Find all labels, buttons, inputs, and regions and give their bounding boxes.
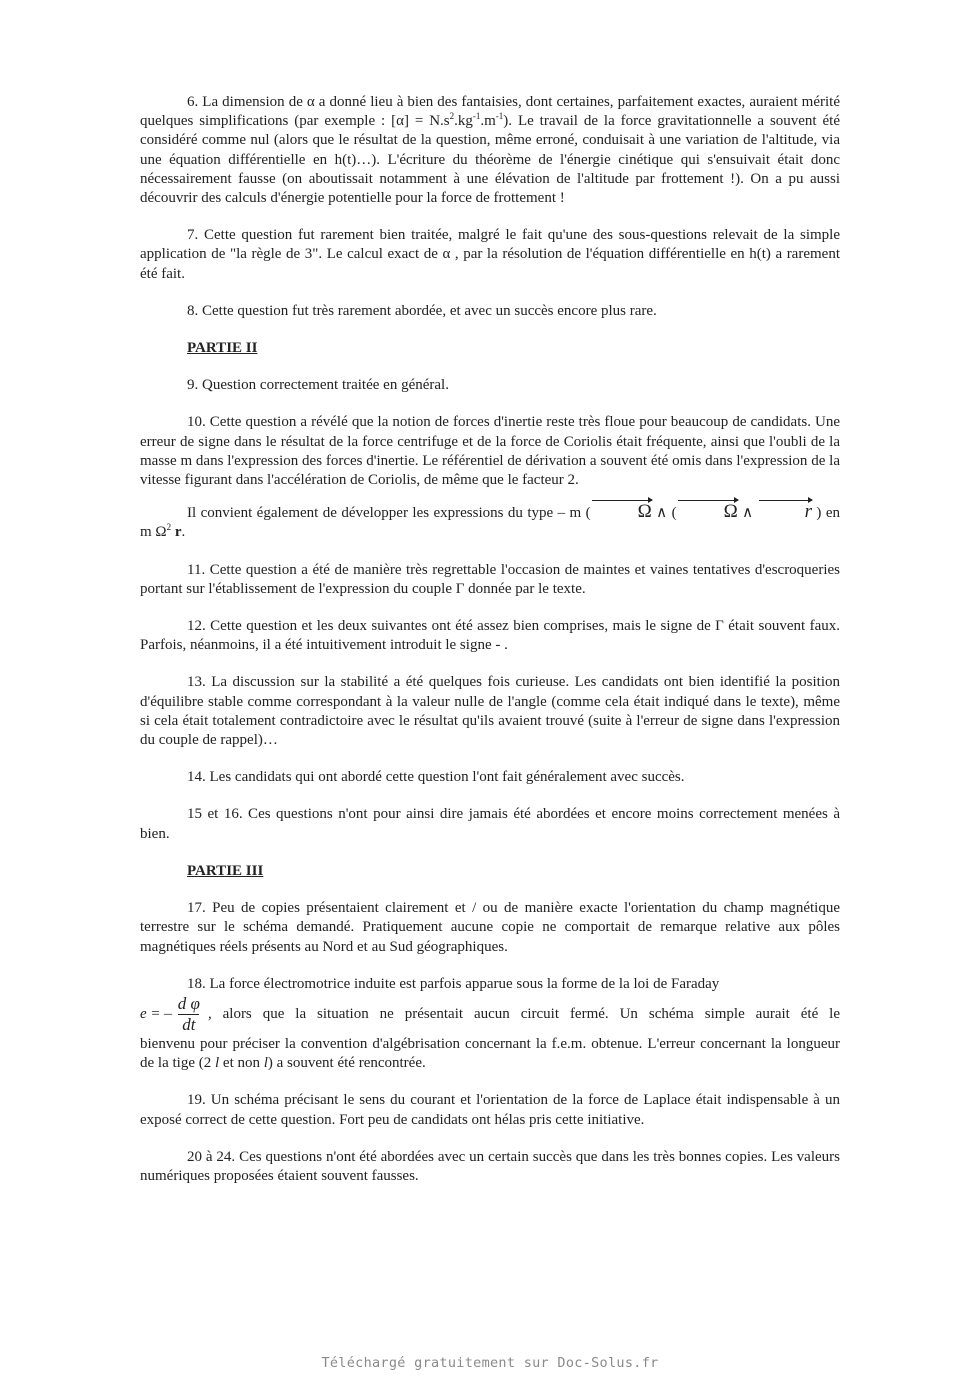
paragraph-19: 19. Un schéma précisant le sens du courant et l'orientation de la force de Laplace était indispensable à un exposé correct de cette question. Fort peu de candidats ont hélas pris cette initiative. xyxy=(140,1092,840,1128)
p18-cont-3: ) a souvent été rencontrée. xyxy=(267,1055,426,1072)
wedge-2: ∧ xyxy=(737,505,758,522)
p18-intro: 18. La force électromotrice induite est parfois apparue sous la forme de la loi de Faraday xyxy=(187,975,720,992)
heading-partie-2: PARTIE II xyxy=(187,340,258,357)
paragraph-18 xyxy=(140,975,840,1074)
paragraph-10-formula xyxy=(140,496,840,542)
paragraph-6 xyxy=(140,93,840,208)
p10b-sup: 2 xyxy=(166,522,172,533)
faraday-formula-line xyxy=(140,994,840,1035)
p6-text-1: 6. La dimension de α a donné lieu à bien des fantaisies, dont certaines, parfaitement exactes, auraient mérité quelques simplifications (par exemple : [α] = N.s xyxy=(140,94,840,130)
p18-cont-1: bienvenu pour préciser la convention d'algébrisation concernant la f.e.m. obtenue. L'erreur concernant la longueur de la tige (2 xyxy=(140,1035,840,1072)
paragraph-15-16: 15 et 16. Ces questions n'ont pour ainsi dire jamais été abordées et encore moins correctement menées à bien. xyxy=(140,806,840,842)
omega-vector-1: Ω xyxy=(591,496,652,521)
p18-continuation xyxy=(140,1035,840,1073)
p6-text-2: .kg xyxy=(454,113,473,130)
p18-after-formula: , alors que la situation ne présentait aucun circuit fermé. Un schéma simple aurait été le xyxy=(207,1005,840,1022)
footer-download-notice: Téléchargé gratuitement sur Doc-Solus.fr xyxy=(321,1355,659,1371)
paragraph-7: 7. Cette question fut rarement bien traitée, malgré le fait qu'une des sous-questions relevait de la simple application de "la règle de 3". Le calcul exact de α , par la résolution de l'équation différentielle en h(t) a rarement été fait. xyxy=(140,227,840,282)
p10b-text-before: Il convient également de développer les expressions du type – m ( xyxy=(187,505,591,522)
r-vector: r xyxy=(758,496,812,521)
paragraph-14: 14. Les candidats qui ont abordé cette question l'ont fait généralement avec succès. xyxy=(187,769,685,786)
paragraph-8: 8. Cette question fut très rarement abordée, et avec un succès encore plus rare. xyxy=(187,302,657,319)
wedge-1: ∧ ( xyxy=(651,505,677,522)
paragraph-20-24: 20 à 24. Ces questions n'ont été abordées avec un certain succès que dans les très bonnes copies. Les valeurs numériques proposées étaient souvent fausses. xyxy=(140,1148,840,1184)
p10b-bold-r: r xyxy=(171,524,182,541)
paragraph-12: 12. Cette question et les deux suivantes ont été assez bien comprises, mais le signe de Γ était souvent faux. Parfois, néanmoins, il a été intuitivement introduit le signe - . xyxy=(140,618,840,654)
paragraph-9: 9. Question correctement traitée en général. xyxy=(187,377,449,394)
p6-sup-3: -1 xyxy=(495,111,504,122)
p18-cont-2: et non xyxy=(219,1055,264,1072)
p6-sup-1: 2 xyxy=(449,111,455,122)
p18-l-2: l xyxy=(263,1055,268,1072)
paragraph-11: 11. Cette question a été de manière très regrettable l'occasion de maintes et vaines tentatives d'escroqueries portant sur l'établissement de l'expression du couple Γ donnée par le texte. xyxy=(140,561,840,597)
faraday-fraction xyxy=(174,994,204,1035)
p6-text-4: ). Le travail de la force gravitationnelle a souvent été considéré comme nul (alors que le résultat de la question, même erroné, conduisait à une variation de l'altitude, via une équation différentielle en h(t)…). L'écriture du théorème de l'énergie cinétique qui s'ensuivait était donc nécessairement fausse (on aboutissait notamment à une élévation de l'altitude par frottement !). On a pu aussi découvrir des calculs d'énergie potentielle pour la force de frottement ! xyxy=(140,113,840,207)
faraday-lhs: e = – xyxy=(140,1005,172,1022)
p18-l-1: l xyxy=(214,1055,220,1072)
paragraph-13: 13. La discussion sur la stabilité a été quelques fois curieuse. Les candidats ont bien identifié la position d'équilibre stable comme correspondant à la valeur nulle de l'angle (comme cela était indiqué dans le texte), même si cela était totalement contradictoire avec le résultat qu'ils avaient trouvé (suite à l'erreur de signe dans l'expression du couple de rappel)… xyxy=(140,674,840,749)
p6-text-3: .m xyxy=(480,113,496,130)
document-body xyxy=(140,93,840,1204)
faraday-numerator: d φ xyxy=(177,993,200,1013)
omega-vector-2: Ω xyxy=(677,496,738,521)
p10b-text-after: ) en m Ω xyxy=(140,505,840,541)
paragraph-17: 17. Peu de copies présentaient clairement et / ou de manière exacte l'orientation du champ magnétique terrestre sur le schéma demandé. Pratiquement aucune copie ne comportait de remarque relative aux pôles magnétiques réels présents au Nord et au Sud géographiques. xyxy=(140,900,840,955)
faraday-denominator: dt xyxy=(178,1014,199,1035)
paragraph-10: 10. Cette question a révélé que la notion de forces d'inertie reste très floue pour beaucoup de candidats. Une erreur de signe dans le résultat de la force centrifuge et de la force de Coriolis était fréquente, ainsi que l'oubli de la masse m dans l'expression des forces d'inertie. Le référentiel de dérivation a souvent été omis dans l'expression de la vitesse figurant dans l'accélération de Coriolis, de même que le facteur 2. xyxy=(140,414,840,489)
p6-sup-2: -1 xyxy=(472,111,481,122)
heading-partie-3: PARTIE III xyxy=(187,862,264,879)
p10b-end: . xyxy=(181,524,186,541)
